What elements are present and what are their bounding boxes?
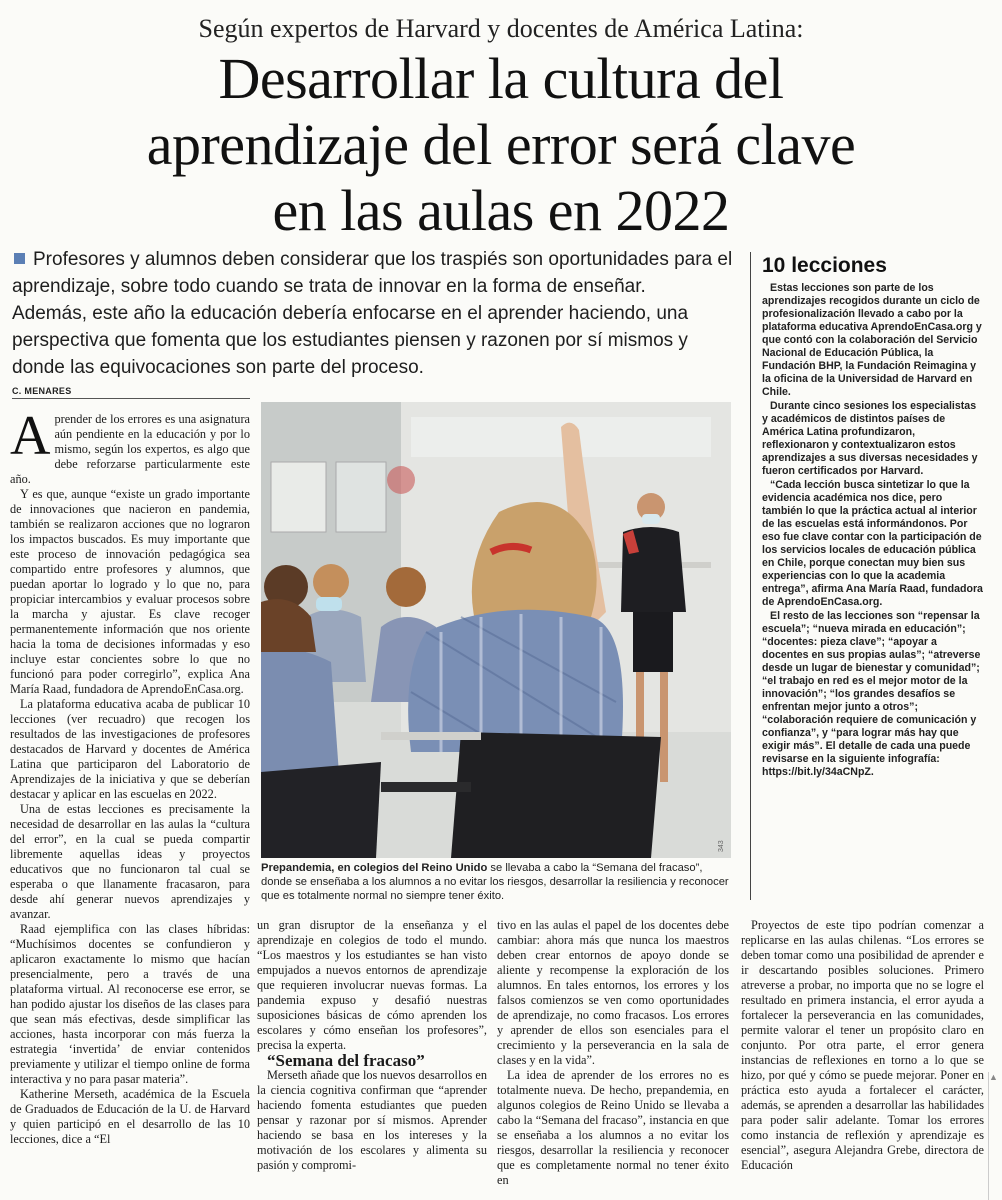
sidebar-box: [762, 254, 984, 780]
headline-line: en las aulas en 2022: [272, 178, 730, 243]
svg-text:343: 343: [718, 840, 725, 852]
paragraph: tivo en las aulas el papel de los docentes debe cambiar: ahora más que nunca los maestros deben crear entornos de apoyo donde se aliente y recompense la exploración de los alumnos. En tales entornos, los errores y los falsos comienzos se ven como oportunidades de aprendizaje, no como fracasos. Los errores y aprender de ellos son esenciales para el crecimiento y la perseverancia en la sala de clases y en la vida”.: [497, 918, 729, 1067]
headline: [40, 46, 962, 244]
sidebar-paragraph: “Cada lección busca sintetizar lo que la evidencia académica nos dice, pero también lo que la práctica actual al interior de las escuelas está informándonos. Por eso fue clave contar con la participación de los servicios locales de educación pública en Chile, porque conectan muy bien sus experiencias con lo que la academia entrega”, afirma Ana María Raad, fundadora de AprendoEnCasa.org.: [762, 479, 983, 608]
lead-line: aprendizaje, sobre todo cuando se trata de innovar en la forma de enseñar.: [12, 276, 646, 297]
caption-text: se llevaba a cabo la “Semana del fracaso”, donde se enseñaba a los alumnos a no evitar los riesgos, desarrollar la resiliencia y reconocer que es totalmente normal no siempre tener éxito.: [261, 862, 729, 902]
square-bullet-icon: [14, 253, 25, 264]
headline-line: aprendizaje del error será clave: [146, 112, 856, 177]
body-column-2: [257, 918, 487, 1200]
paragraph: La idea de aprender de los errores no es totalmente nueva. De hecho, prepandemia, en algunos colegios de Reino Unido se llevaba a cabo la “Semana del fracaso”, instancia en que se enseñaba a los alumnos a no evitar los riesgos, desarrollar la resiliencia y reconocer que es completamente normal no tener éxito en: [497, 1068, 729, 1187]
body-column-3: [497, 918, 729, 1200]
photo-caption: [261, 861, 733, 903]
caption-lead: Prepandemia, en colegios del Reino Unido: [261, 862, 488, 874]
paragraph: Aprender de los errores es una asignatura aún pendiente en la educación y por lo mismo, según los expertos, es algo que debe reforzarse particularmente este año.: [10, 412, 250, 486]
body-column-1: [10, 412, 250, 1200]
lead-line: Profesores y alumnos deben considerar que los traspiés son oportunidades para el: [33, 249, 733, 270]
paragraph: Raad ejemplifica con las clases híbridas: “Muchísimos docentes se confundieron y aplicaron exactamente lo mismo que hacían presencialmente, pero a través de una plataforma virtual. Al reconocerse ese error, se han podido ajustar los diseños de las clases para que sean más efectivas, desde simplificar las acciones, hasta incorporar con más fuerza la estrategia ‘invertida’ de enviar contenidos previamente y utilizar el tiempo online de forma interactiva y no para pasar materia”.: [10, 922, 250, 1086]
headline-line: Desarrollar la cultura del: [218, 46, 784, 111]
kicker: Según expertos de Harvard y docentes de América Latina:: [198, 14, 804, 43]
sidebar-divider: [750, 252, 751, 900]
paragraph: un gran disruptor de la enseñanza y el aprendizaje en colegios de todo el mundo. “Los maestros y los estudiantes se han visto empujados a nuevos entornos de aprendizaje que requieren involucrar nuevas formas. La pandemia expuso y desafió nuestras suposiciones básicas de cómo aprenden los escolares y cómo enseñan los profesores”, precisa la experta.: [257, 918, 487, 1052]
byline-rule: [12, 398, 250, 399]
scroll-up-arrow-icon[interactable]: ▲: [989, 1072, 998, 1082]
paragraph: La plataforma educativa acaba de publicar 10 lecciones (ver recuadro) que recogen los resultados de las investigaciones de profesores destacados de Harvard y docentes de América Latina que participaron del Laboratorio de Aprendizajes de la iniciativa y que se deberían destacar y aplicar en las escuelas en 2022.: [10, 697, 250, 801]
paragraph: Una de estas lecciones es precisamente la necesidad de desarrollar en las aulas la “cultura del error”, en la cual se pueda compartir libremente aquellas ideas y proyectos educativos que no funcionaron tal cual se esperaba o que llanamente fracasaron, para desde ahí generar nuevos aprendizajes y avanzar.: [10, 802, 250, 921]
lead-paragraph: [12, 246, 738, 381]
paragraph: Proyectos de este tipo podrían comenzar a replicarse en las aulas chilenas. “Los errores se deben tomar como una posibilidad de aprender e ir descartando posibles soluciones. Primero atreverse a probar, no importa que no se logre el resultado en primera instancia, el error ayuda a fortalecer la perseverancia en las comunidades, permite valorar el tener un propósito claro en conjunto. Por otra parte, el error genera instancias de reflexiones en torno a lo que se hizo, por qué y cómo se puede mejorar. Poner en práctica esto ayuda a fortalecer el carácter, además, se aprenden a desarrollar las habilidades para poder salir adelante. Tomar los errores como instancia de reflexión y aprendizaje es esencial”, asegura Alejandra Grebe, directora de Educación: [741, 918, 984, 1172]
sidebar-title: 10 lecciones: [762, 254, 887, 277]
classroom-photo-illustration: [261, 402, 731, 858]
sidebar-paragraph: Estas lecciones son parte de los aprendizajes recogidos durante un ciclo de profesionalización llevado a cabo por la plataforma educativa AprendoEnCasa.org y que contó con la colaboración del Servicio Nacional de Educación Pública, la Fundación BHP, la Fundación Reimagina y la oficina de la Universidad de Harvard en Chile.: [762, 282, 982, 398]
drop-cap: A: [10, 412, 51, 467]
scrollbar[interactable]: [988, 1072, 997, 1200]
lead-line: perspectiva que fomenta que los estudiantes piensen y razonen por sí mismos y: [12, 330, 688, 351]
lead-line: Además, este año la educación debería enfocarse en el aprender haciendo, una: [12, 303, 689, 324]
body-column-4: [741, 918, 984, 1200]
lead-line: donde las equivocaciones son parte del proceso.: [12, 357, 424, 378]
paragraph: Merseth añade que los nuevos desarrollos en la ciencia cognitiva confirman que “aprender haciendo fomenta estudiantes que pueden pensar y razonar por sí mismos. Aprender haciendo se basa en los intereses y la motivación de los escolares y alimenta su pasión y compromi-: [257, 1068, 487, 1172]
section-subhead: “Semana del fracaso”: [267, 1051, 425, 1070]
classroom-photo: [261, 402, 731, 858]
sidebar-paragraph: El resto de las lecciones son “repensar la escuela”; “nueva mirada en educación”; “docentes: pieza clave”; “apoyar a docentes en sus propias aulas”; “atreverse desde un lugar de bienestar y comunidad”; “el trabajo en red es el mejor motor de la innovación”; “los grandes desafíos se enfrentan mejor junto a otros”; “colaboración requiere de comunicación y confianza”, y “para lograr más hay que exigir más”. El detalle de cada una puede revisarse en la siguiente infografía: https://bit.ly/34aCNpZ.: [762, 610, 981, 778]
byline: C. MENARES: [12, 386, 72, 396]
paragraph: Y es que, aunque “existe un grado importante de innovaciones que nacieron en pandemia, también se realizaron acciones que no lograron los impactos buscados. Es muy importante que este proceso de innovación pedagógica sea compartido entre profesores y alumnos, que puedan aportar lo logrado y lo que no, para propiciar intercambios y evaluar procesos sobre la marcha y ajustar. Es clave recoger permanentemente información que nos oriente hacia la toma de decisiones informadas y eso incluye estar concientes sobre lo que no funcionó para poder corregirlo”, explica Ana María Raad, fundadora de AprendoEnCasa.org.: [10, 487, 250, 696]
sidebar-paragraph: Durante cinco sesiones los especialistas y académicos de distintos países de América Latina profundizaron, reflexionaron y contextualizaron estos aprendizajes a sus diversas necesidades y fueron certificados por Harvard.: [762, 400, 978, 477]
sidebar-body: [762, 282, 984, 779]
paragraph: Katherine Merseth, académica de la Escuela de Graduados de Educación de la U. de Harvard y quien participó en el desarrollo de las 10 lecciones, dice a “El: [10, 1087, 250, 1146]
